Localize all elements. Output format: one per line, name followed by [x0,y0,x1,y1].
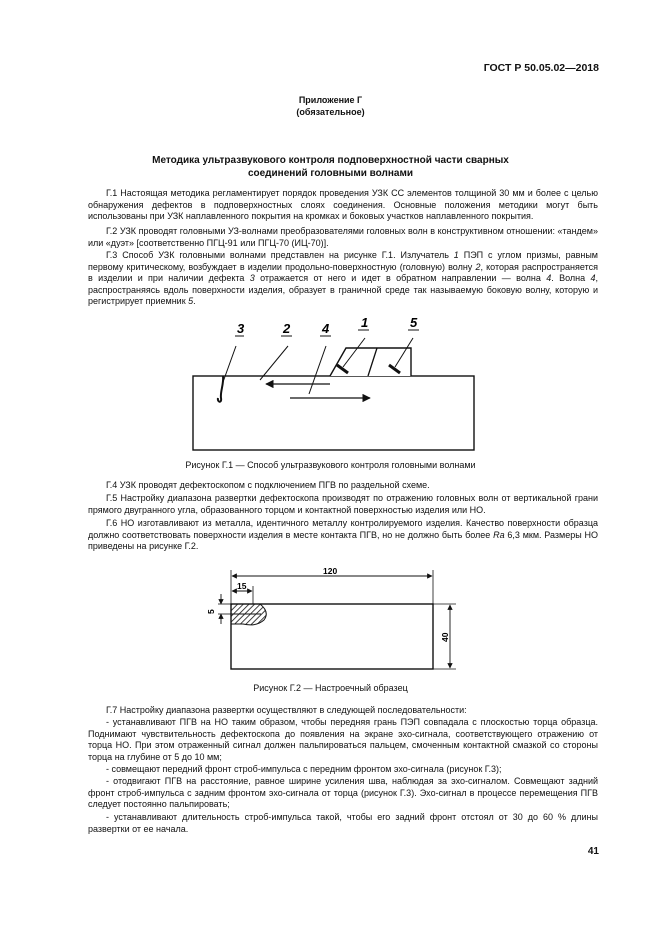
bullet-3: - отодвигают ПГВ на расстояние, равное ширине усиления шва, наблюдая за эхо-сигналом. Совмещают задний фронт строб-импульса с задним фронтом эхо-сигнала от торца (рисунок Г.3). Эхо-сигнал в процессе перемещения ПГВ следует постоянно пальпировать; [88,776,598,810]
paragraph-g1: Г.1 Настоящая методика регламентирует порядок проведения УЗК СС элементов толщиной 30 мм и более с целью обнаружения дефектов в подповерхностных слоях соединения. Основные положения методики могут быть использованы при УЗК наплавленного покрытия на кромках и боковых участков наплавленного покрытия. [88,188,598,222]
dim-length: 120 [323,566,338,576]
label-1: 1 [361,318,369,330]
label-5: 5 [410,318,418,330]
section-title [0,154,661,180]
bullet-4: - устанавливают длительность строб-импульса такой, чтобы его задний фронт отстоял от 30 до 60 % длины развертки от ее начала. [88,812,598,834]
figure-g1-diagram [180,318,480,454]
label-3: 3 [237,321,245,336]
label-2: 2 [283,321,291,336]
dim-height: 40 [440,632,450,642]
paragraph-g5: Г.5 Настройку диапазона развертки дефектоскопа производят по отражению головных волн от вертикальной грани прямого двугранного угла, образованного торцом и контактной поверхностью изделия или НО. [88,493,598,515]
appendix-heading [0,94,661,118]
paragraph-g4: Г.4 УЗК проводят дефектоскопом с подключением ПГВ по раздельной схеме. [106,480,430,490]
page-number: 41 [587,846,599,857]
standard-code: ГОСТ Р 50.05.02—2018 [483,62,599,74]
bullet-2: - совмещают передний фронт строб-импульса с передним фронтом эхо-сигнала (рисунок Г.3); [106,764,502,774]
bullet-1: - устанавливают ПГВ на НО таким образом, чтобы передняя грань ПЭП совпадала с плоскостью торца образца. Поднимают чувствительность дефектоскопа до появления на экране эхо-сигнала, соответствующего отражению от торца НО. При этом отраженный сигнал должен пальпироваться пальцем, смоченным контактной смазкой со стороны торца на глубине от 5 до 10 мм; [88,717,598,762]
appendix-title: Приложение Г [298,95,363,105]
dim-small-width: 15 [237,581,247,591]
leader-2 [260,346,288,380]
paragraph-g2: Г.2 УЗК проводят головными УЗ-волнами преобразователями головных волн в конструктивном отношении: «тандем» или «дуэт» [соответственно ПГЦ-91 или ПГЦ-70 (ИЦ-70)]. [88,226,598,248]
label-4: 4 [322,321,330,336]
section-title-line1: Методика ультразвукового контроля подповерхностной части сварных [152,155,509,166]
figure-g2-diagram [198,564,464,676]
appendix-status: (обязательное) [296,107,365,117]
section-title-line2: соединений головными волнами [247,168,414,179]
figure-g2-caption: Рисунок Г.2 — Настроечный образец [253,683,408,693]
paragraph-g3: Г.3 Способ УЗК головными волнами представлен на рисунке Г.1. Излучатель 1 ПЭП с углом призмы, равным первому критическому, возбуждает в изделии продольно-поверхностную (головную) волну 2, которая распространяется в изделии и при наличии дефекта 3 отражается от него и идет в обратном направлении — волна 4. Волна 4, распространяясь вдоль поверхности изделия, образует в граничной среде так называемую боковую волну, которую и регистрирует приемник 5. [88,250,598,307]
defect-crack [218,376,223,402]
dim-depth: 5 [206,609,216,614]
paragraph-g6: Г.6 НО изготавливают из металла, идентичного металлу контролируемого изделия. Качество поверхности образца должно соответствовать поверхности изделия в месте контакта ПГВ, но не должно быть более Ra 6,3 мкм. Размеры НО приведены на рисунке Г.2. [88,518,598,552]
specimen-body [193,376,474,450]
leader-4 [309,346,326,394]
paragraph-g7: Г.7 Настройку диапазона развертки осуществляют в следующей последовательности: [106,705,467,715]
figure-g1-caption: Рисунок Г.1 — Способ ультразвукового контроля головными волнами [185,460,476,470]
